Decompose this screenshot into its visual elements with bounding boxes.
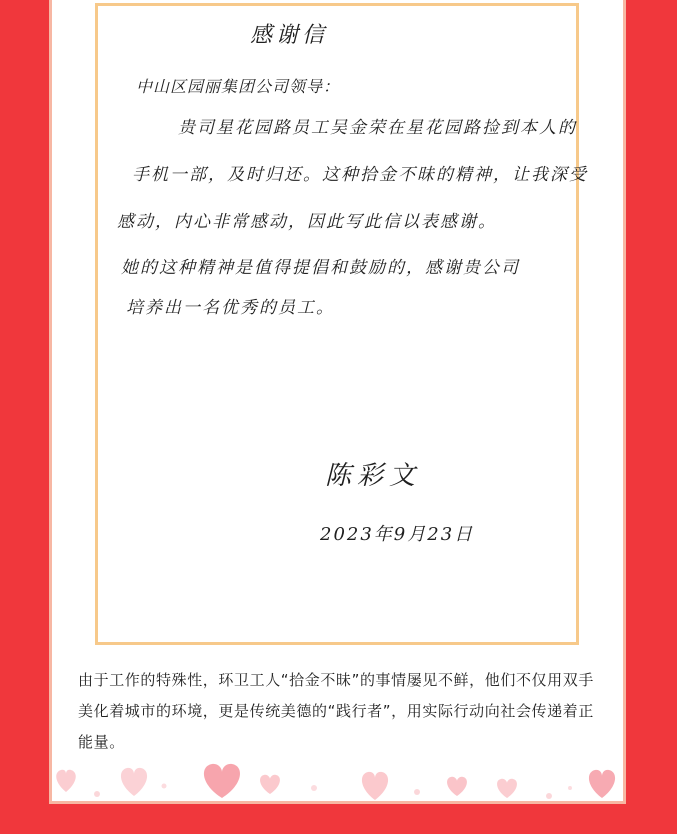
dot-icon — [94, 791, 100, 797]
heart-icon — [362, 772, 388, 800]
hearts-decoration — [52, 758, 624, 804]
letter-line: 她的这种精神是值得提倡和鼓励的，感谢贵公司 — [121, 258, 520, 278]
letter-line: 贵司星花园路员工吴金荣在星花园路捡到本人的 — [178, 118, 577, 138]
letter-line: 感动，内心非常感动，因此写此信以表感谢。 — [117, 212, 497, 232]
letter-date: 2023年9月23日 — [320, 524, 475, 545]
letter-line: 培养出一名优秀的员工。 — [126, 298, 335, 318]
heart-icon — [447, 777, 467, 796]
dot-icon — [414, 789, 420, 795]
letter-salutation: 中山区园丽集团公司领导： — [136, 77, 341, 96]
article-caption: 由于工作的特殊性，环卫工人“拾金不昧”的事情屡见不鲜，他们不仅用双手美化着城市的环境，更是传统美德的“践行者”，用实际行动向社会传递着正能量。 — [78, 671, 594, 751]
letter-line: 手机一部，及时归还。这种拾金不昧的精神，让我深受 — [132, 165, 588, 185]
heart-icon — [497, 779, 517, 798]
heart-icon — [121, 768, 147, 796]
dot-icon — [568, 786, 572, 790]
heart-icon — [589, 770, 615, 798]
heart-icon — [260, 775, 280, 794]
dot-icon — [546, 793, 552, 799]
heart-icon — [56, 770, 75, 792]
letter-signature: 陈彩文 — [325, 461, 422, 491]
thank-you-letter-image — [95, 3, 579, 645]
heart-icon — [204, 764, 240, 798]
dot-icon — [311, 785, 317, 791]
dot-icon — [162, 784, 167, 789]
letter-title: 感谢信 — [250, 23, 329, 48]
